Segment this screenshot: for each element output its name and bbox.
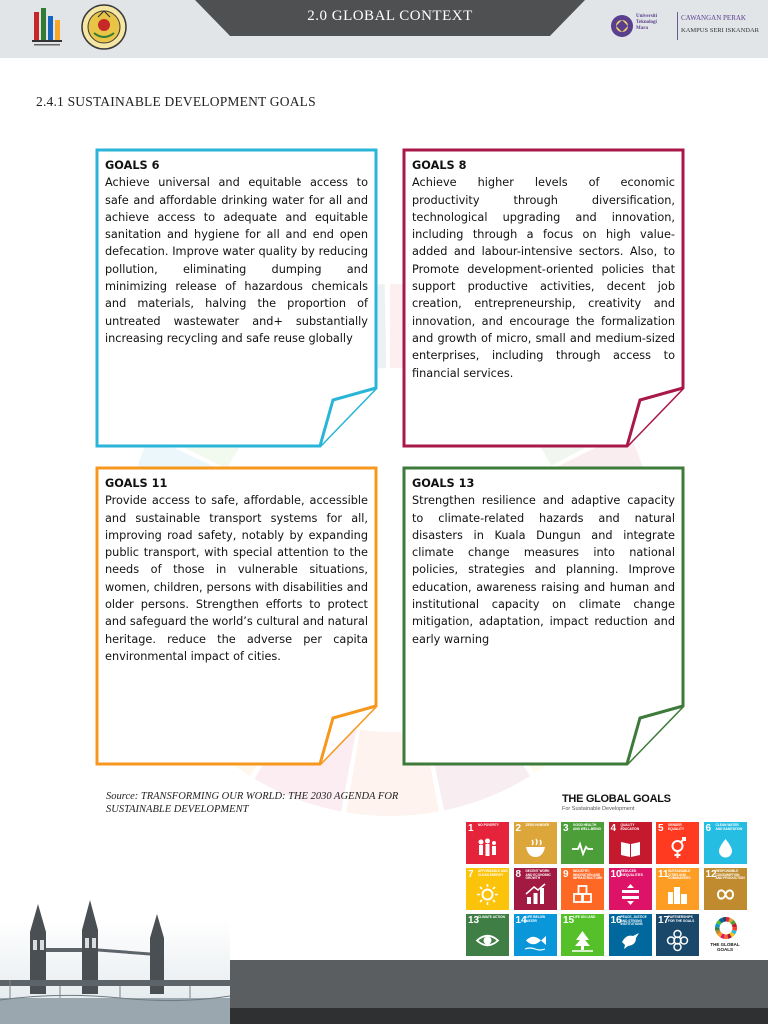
sdg-tile-label: DECENT WORK AND ECONOMIC GROWTH [525, 869, 551, 881]
sdg-tile-label: SUSTAINABLE CITIES AND COMMUNITIES [668, 869, 691, 881]
sdg-tile-8 [514, 868, 557, 910]
bridge-illustration [0, 880, 230, 1024]
sdg-wheel-icon [714, 916, 738, 940]
sdg-tile-number: 12 [705, 869, 717, 880]
sdg-tile-number: 15 [563, 915, 575, 926]
sdg-tile-9 [561, 868, 604, 910]
sdg-tile-label: GENDER EQUALITY [668, 823, 685, 831]
equals-icon [618, 882, 643, 907]
sdg-tile-label: ZERO HUNGER [525, 823, 550, 827]
rings-icon [665, 928, 690, 953]
sdg-tile-number: 9 [563, 869, 569, 880]
sdg-tile-label: LIFE ON LAND [573, 915, 596, 919]
sdg-tile-number: 17 [658, 915, 670, 926]
sdg-tile-14 [514, 914, 557, 956]
goal-body: Achieve universal and equitable access to safe and affordable drinking water for all and achieve access to adequate and equitable sanitation and hygiene for all and end open defecation. Improve water quality by reducing pollution, eliminating dumping and minimizing release of hazardous chemicals and materials, halving the proportion of untreated wastewater and+ substantially increasing recycling and safe reuse globally [105, 176, 368, 345]
sdg-tile-label: REDUCED INEQUALITIES [620, 869, 643, 877]
goal-card-8 [402, 148, 685, 448]
goal-body: Strengthen resilience and adaptive capacity to climate-related hazards and natural disasters in Kuala Dungun and integrate climate change measures into national policies, strategies and planning. Improve education, awareness raising and human and institutional capacity on climate change mitigation, adaptation, impact reduction and early warning [412, 494, 675, 646]
sdg-tile-number: 16 [610, 915, 622, 926]
sdg-tile-10 [609, 868, 652, 910]
sdg-tile-number: 2 [515, 823, 522, 834]
sdg-tile-12 [704, 868, 747, 910]
dove-icon [618, 928, 643, 953]
sdg-tile-number: 14 [515, 915, 527, 926]
sdg-tile-15 [561, 914, 604, 956]
bowl-icon [523, 836, 548, 861]
sdg-tile-number: 8 [515, 869, 522, 880]
footer-bar-dark [210, 1008, 768, 1024]
sdg-tile-number: 4 [610, 823, 617, 834]
sdg-tile-label: LIFE BELOW WATER [525, 915, 546, 923]
sdg-tile-label: QUALITY EDUCATION [620, 823, 640, 831]
uitm-name: Universiti Teknologi Mara [636, 14, 658, 31]
sdg-tile-label: CLEAN WATER AND SANITATION [715, 823, 743, 831]
goal-body: Achieve higher levels of economic productivity through diversification, technological upgrading and innovation, including through a focus on high value-added and labour-intensive sectors. Also, to Promote development-oriented policies that support productive activities, decent job creation, entrepreneurship, creativity and innovation, and encourage the formalization and growth of micro, small and medium-sized enterprises, including through access to financial services. [412, 176, 675, 380]
sdg-panel-title: THE GLOBAL GOALS [562, 793, 671, 805]
sdg-tile-number: 5 [658, 823, 664, 834]
sdg-tile-number: 10 [610, 869, 622, 880]
sdg-tile-label: AFFORDABLE AND CLEAN ENERGY [478, 869, 508, 877]
city-icon [665, 882, 690, 907]
sdg-tile-label: PARTNERSHIPS FOR THE GOALS [668, 915, 695, 923]
sdg-tile-label: PEACE, JUSTICE AND STRONG INSTITUTIONS [620, 915, 647, 927]
sdg-tile-number: 3 [563, 823, 569, 834]
growth-chart-icon [523, 882, 548, 907]
goal-title: GOALS 11 [105, 477, 168, 490]
goal-card-13 [402, 466, 685, 766]
section-title: 2.4.1 SUSTAINABLE DEVELOPMENT GOALS [36, 94, 316, 109]
sdg-tile-1 [466, 822, 509, 864]
sdg-tile-number: 11 [658, 869, 669, 880]
sdg-tile-17 [656, 914, 699, 956]
gender-icon [665, 836, 690, 861]
sdg-tile-number: 7 [468, 869, 474, 880]
infinity-icon [713, 882, 738, 907]
goal-title: GOALS 8 [412, 159, 467, 172]
sdg-tile-label: RESPONSIBLE CONSUMPTION AND PRODUCTION [715, 869, 745, 881]
page-header-title: 2.0 GLOBAL CONTEXT [307, 8, 473, 24]
goal-body: Provide access to safe, affordable, accessible and sustainable transport systems for all, improving road safety, notably by expanding public transport, with special attention to the needs of those in vulnerable situations, women, children, persons with disabilities and older persons. Strengthen efforts to protect and safeguard the world’s cultural and natural heritage. reduce the adverse per capita environmental impact of cities. [105, 494, 368, 663]
fish-icon [523, 928, 548, 953]
sdg-tile-13 [466, 914, 509, 956]
sdg-tile-number: 1 [468, 823, 474, 834]
goal-title: GOALS 13 [412, 477, 475, 490]
global-goals-logo-text: THE GLOBAL GOALS [710, 942, 740, 952]
book-icon [618, 836, 643, 861]
sdg-panel-subtitle: For Sustainable Development [562, 806, 635, 812]
sdg-tile-5 [656, 822, 699, 864]
goal-card-6 [95, 148, 378, 448]
sdg-tile-11 [656, 868, 699, 910]
water-drop-icon [713, 836, 738, 861]
sdg-tile-label: INDUSTRY, INNOVATION AND INFRASTRUCTURE [573, 869, 603, 881]
footer-bar [200, 960, 768, 1008]
sdg-tile-4 [609, 822, 652, 864]
tree-icon [570, 928, 595, 953]
sdg-tile-label: NO POVERTY [478, 823, 499, 827]
header-divider [677, 12, 678, 40]
goal-title: GOALS 6 [105, 159, 160, 172]
family-icon [475, 836, 500, 861]
sun-icon [475, 882, 500, 907]
global-goals-logo [704, 914, 747, 956]
council-seal-logo [80, 3, 128, 51]
city-logo [30, 6, 64, 48]
sdg-tile-label: GOOD HEALTH AND WELL-BEING [573, 823, 601, 831]
source-citation: Source: TRANSFORMING OUR WORLD: THE 2030 AGENDA FOR SUSTAINABLE DEVELOPMENT [106, 791, 399, 815]
cawangan-label: CAWANGAN PERAK [681, 14, 746, 22]
sdg-tile-2 [514, 822, 557, 864]
sdg-tile-number: 13 [468, 915, 480, 926]
sdg-tile-7 [466, 868, 509, 910]
eye-globe-icon [475, 928, 500, 953]
sdg-tile-label: CLIMATE ACTION [478, 915, 505, 919]
sdg-tile-16 [609, 914, 652, 956]
sdg-tile-6 [704, 822, 747, 864]
sdg-tile-number: 6 [705, 823, 712, 834]
heartbeat-icon [570, 836, 595, 861]
cubes-icon [570, 882, 595, 907]
sdg-tile-3 [561, 822, 604, 864]
kampus-label: KAMPUS SERI ISKANDAR [681, 27, 760, 34]
goal-card-11 [95, 466, 378, 766]
